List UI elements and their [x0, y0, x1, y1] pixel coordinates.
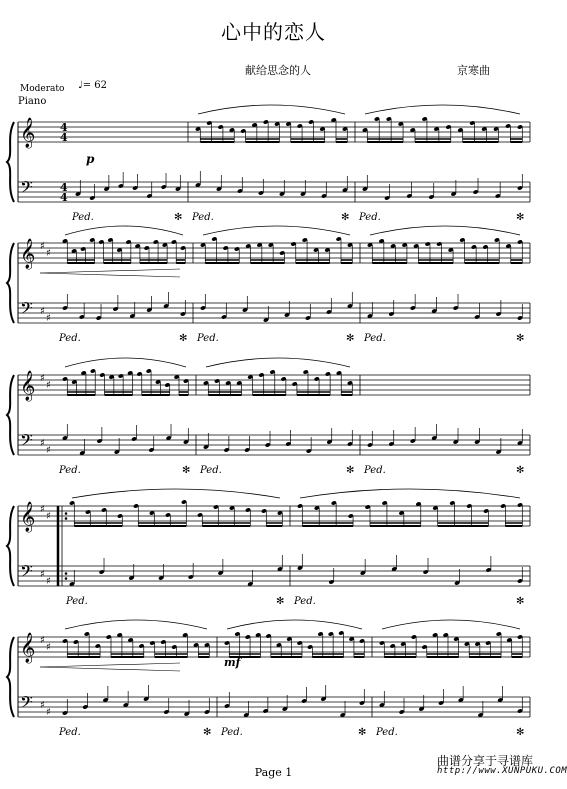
pedal-down-mark: Ped. [59, 333, 81, 344]
brace [7, 637, 14, 717]
repeat-dot [65, 577, 68, 580]
hairpin [40, 273, 180, 277]
page-title: 心中的恋人 [221, 20, 326, 44]
sharp-icon: ♯ [40, 635, 45, 646]
sharp-icon: ♯ [46, 248, 51, 259]
sharp-icon: ♯ [40, 438, 45, 449]
pedal-down-mark: Ped. [364, 465, 386, 476]
composer-name: 京寒曲 [457, 64, 490, 77]
sharp-icon: ♯ [46, 380, 51, 391]
time-signature-bottom: 4 [60, 131, 68, 144]
treble-clef-icon: 𝄞 [20, 239, 36, 269]
treble-clef-icon: 𝄞 [20, 633, 36, 663]
slur [65, 226, 183, 235]
bass-clef-icon: 𝄢 [20, 430, 33, 454]
pedal-down-mark: Ped. [364, 333, 386, 344]
pedal-release-mark: ✻ [179, 333, 188, 344]
pedal-release-mark: ✻ [516, 212, 525, 223]
pedal-release-mark: ✻ [346, 333, 355, 344]
pedal-down-mark: Ped. [200, 465, 222, 476]
brace [7, 506, 14, 586]
sharp-icon: ♯ [46, 511, 51, 522]
pedal-down-mark: Ped. [294, 596, 316, 607]
quarter-note-icon: ♩ [78, 80, 83, 91]
metronome-marking: ♩= 62 [78, 80, 108, 91]
hairpin [40, 663, 180, 667]
pedal-release-mark: ✻ [182, 465, 191, 476]
pedal-release-mark: ✻ [516, 727, 525, 738]
slur [198, 105, 345, 114]
pedal-down-mark: Ped. [376, 727, 398, 738]
hairpin [40, 667, 180, 671]
pedal-down-mark: Ped. [59, 727, 81, 738]
bass-clef-icon: 𝄢 [20, 177, 33, 201]
pedal-release-mark: ✻ [516, 596, 525, 607]
pedal-release-mark: ✻ [174, 212, 183, 223]
sharp-icon: ♯ [40, 700, 45, 711]
slur [65, 358, 186, 367]
brace [7, 375, 14, 455]
slur [382, 620, 520, 629]
repeat-dot [65, 512, 68, 515]
hairpin [40, 269, 180, 273]
pedal-down-mark: Ped. [192, 212, 214, 223]
pedal-release-mark: ✻ [516, 465, 525, 476]
sharp-icon: ♯ [40, 306, 45, 317]
watermark-site-name: 曲谱分享于寻谱库 [437, 754, 534, 768]
instrument-label: Piano [18, 96, 47, 107]
dedication-text: 献给思念的人 [245, 64, 311, 77]
sharp-icon: ♯ [46, 576, 51, 587]
pedal-down-mark: Ped. [59, 465, 81, 476]
pedal-down-mark: Ped. [359, 212, 381, 223]
slur [206, 358, 350, 367]
pedal-down-mark: Ped. [72, 212, 94, 223]
tempo-marking: Moderato [20, 84, 65, 94]
slur [72, 489, 280, 498]
repeat-dot [65, 572, 68, 575]
repeat-dot [65, 517, 68, 520]
page-number: Page 1 [254, 766, 293, 779]
pedal-down-mark: Ped. [66, 596, 88, 607]
time-signature-bottom: 4 [60, 191, 68, 204]
slur [300, 489, 520, 498]
watermark-url: http://www.XUNPUKU.COM [437, 766, 567, 776]
sharp-icon: ♯ [40, 373, 45, 384]
sharp-icon: ♯ [46, 313, 51, 324]
treble-clef-icon: 𝄞 [20, 118, 36, 148]
sharp-icon: ♯ [46, 445, 51, 456]
pedal-down-mark: Ped. [197, 333, 219, 344]
slur [65, 620, 207, 629]
pedal-release-mark: ✻ [516, 333, 525, 344]
sharp-icon: ♯ [46, 642, 51, 653]
pedal-release-mark: ✻ [346, 465, 355, 476]
pedal-release-mark: ✻ [341, 212, 350, 223]
slur [203, 226, 350, 235]
brace [7, 122, 14, 202]
treble-clef-icon: 𝄞 [20, 502, 36, 532]
dynamic-piano: p [86, 152, 95, 166]
pedal-release-mark: ✻ [358, 727, 367, 738]
brace [7, 243, 14, 323]
sharp-icon: ♯ [40, 241, 45, 252]
slur [227, 620, 362, 629]
dynamic-mezzo-forte: mf [224, 656, 241, 669]
time-signature-top: 4 [60, 121, 68, 134]
sharp-icon: ♯ [40, 569, 45, 580]
pedal-down-mark: Ped. [221, 727, 243, 738]
bass-clef-icon: 𝄢 [20, 298, 33, 322]
sharp-icon: ♯ [40, 504, 45, 515]
sharp-icon: ♯ [46, 707, 51, 718]
treble-clef-icon: 𝄞 [20, 371, 36, 401]
slur [370, 226, 520, 235]
pedal-release-mark: ✻ [203, 727, 212, 738]
slur [365, 105, 520, 114]
bass-clef-icon: 𝄢 [20, 561, 33, 585]
time-signature-top: 4 [60, 181, 68, 194]
bass-clef-icon: 𝄢 [20, 692, 33, 716]
pedal-release-mark: ✻ [276, 596, 285, 607]
